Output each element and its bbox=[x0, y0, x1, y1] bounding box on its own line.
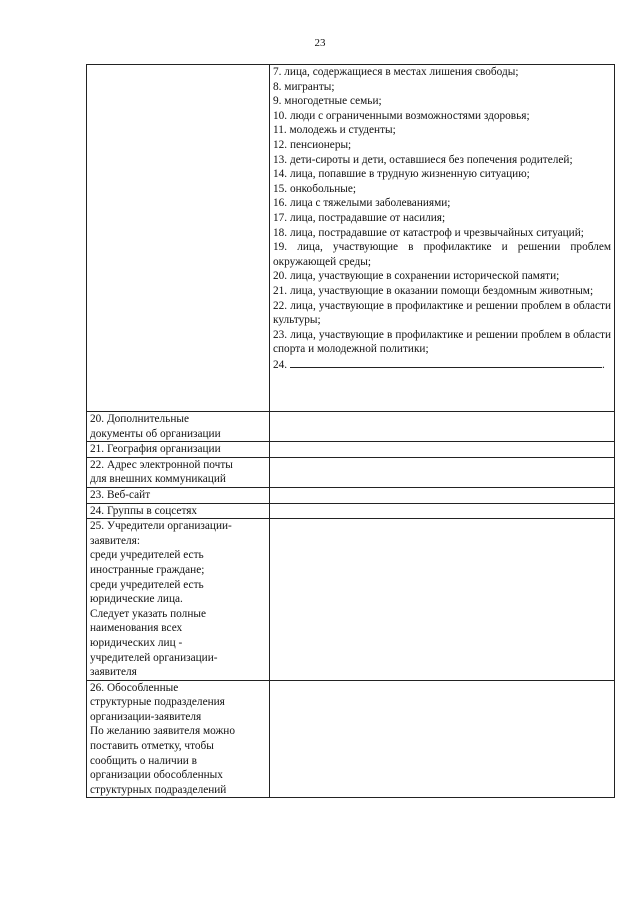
list-item-number: 24. bbox=[273, 358, 288, 371]
label-line: поставить отметку, чтобы bbox=[90, 740, 214, 753]
table-row-geography bbox=[87, 442, 615, 458]
list-item: 17. лица, пострадавшие от насилия; bbox=[273, 211, 446, 224]
label-line: юридические лица. bbox=[90, 593, 183, 606]
application-form-table bbox=[86, 64, 615, 798]
list-item: 12. пенсионеры; bbox=[273, 138, 352, 151]
list-item: 10. люди с ограниченными возможностями здоровья; bbox=[273, 109, 530, 122]
list-item: 16. лица с тяжелыми заболеваниями; bbox=[273, 197, 451, 210]
label-line: 25. Учредители организации- bbox=[90, 520, 232, 533]
label-line: юридических лиц - bbox=[90, 636, 183, 649]
list-item: 9. многодетные семьи; bbox=[273, 95, 382, 108]
list-item: 19. лица, участвующие в профилактике и решении проблем окружающей среды; bbox=[273, 241, 611, 268]
list-item: 8. мигранты; bbox=[273, 80, 335, 93]
label-line: 22. Адрес электронной почты bbox=[90, 458, 233, 471]
list-item: 11. молодежь и студенты; bbox=[273, 124, 396, 137]
empty-label-cell bbox=[87, 65, 270, 412]
target-groups-list-cell bbox=[270, 65, 615, 412]
blank-fill-line[interactable] bbox=[290, 357, 602, 368]
geography-field[interactable] bbox=[270, 442, 615, 458]
list-item: 23. лица, участвующие в профилактике и решении проблем в области спорта и молодежной политики; bbox=[273, 328, 611, 356]
row-label bbox=[87, 412, 270, 442]
row-label bbox=[87, 442, 270, 458]
structural-subdivisions-field[interactable] bbox=[270, 680, 615, 798]
label-line: иностранные граждане; bbox=[90, 563, 205, 576]
list-item: 21. лица, участвующие в оказании помощи бездомным животным; bbox=[273, 284, 594, 297]
table-row-additional-documents bbox=[87, 412, 615, 442]
list-item: 22. лица, участвующие в профилактике и решении проблем в области культуры; bbox=[273, 299, 611, 327]
row-label bbox=[87, 457, 270, 487]
social-groups-field[interactable] bbox=[270, 503, 615, 519]
label-line: 23. Веб-сайт bbox=[90, 488, 151, 501]
additional-documents-field[interactable] bbox=[270, 412, 615, 442]
label-line: 21. География организации bbox=[90, 443, 221, 456]
list-item: 13. дети-сироты и дети, оставшиеся без попечения родителей; bbox=[273, 153, 573, 166]
label-line: заявителя bbox=[90, 666, 137, 679]
label-line: По желанию заявителя можно bbox=[90, 725, 235, 738]
list-item: 18. лица, пострадавшие от катастроф и чрезвычайных ситуаций; bbox=[273, 226, 584, 239]
label-line: заявителя: bbox=[90, 534, 140, 547]
list-item: 15. онкобольные; bbox=[273, 182, 357, 195]
label-line: 26. Обособленные bbox=[90, 681, 179, 694]
table-row-structural-subdivisions bbox=[87, 680, 615, 798]
website-field[interactable] bbox=[270, 487, 615, 503]
table-row-email bbox=[87, 457, 615, 487]
founders-field[interactable] bbox=[270, 519, 615, 681]
table-row-founders bbox=[87, 519, 615, 681]
label-line: среди учредителей есть bbox=[90, 549, 204, 562]
list-item-other-blank bbox=[273, 357, 611, 373]
label-line: сообщить о наличии в bbox=[90, 754, 197, 767]
table-row-social-groups bbox=[87, 503, 615, 519]
row-label bbox=[87, 519, 270, 681]
row-label bbox=[87, 503, 270, 519]
label-line: документы об организации bbox=[90, 427, 221, 440]
label-line: структурных подразделений bbox=[90, 783, 227, 796]
label-line: среди учредителей есть bbox=[90, 578, 204, 591]
email-field[interactable] bbox=[270, 457, 615, 487]
page-number: 23 bbox=[314, 37, 326, 49]
label-line: 20. Дополнительные bbox=[90, 413, 189, 425]
label-line: организации обособленных bbox=[90, 769, 223, 782]
label-line: организации-заявителя bbox=[90, 710, 202, 723]
table-row-target-groups-continued bbox=[87, 65, 615, 412]
list-item: 14. лица, попавшие в трудную жизненную ситуацию; bbox=[273, 168, 530, 181]
label-line: структурные подразделения bbox=[90, 696, 225, 709]
label-line: учредителей организации- bbox=[90, 651, 218, 664]
label-line: Следует указать полные bbox=[90, 607, 206, 620]
label-line: для внешних коммуникаций bbox=[90, 473, 226, 486]
list-item: 20. лица, участвующие в сохранении исторической памяти; bbox=[273, 270, 560, 283]
row-label bbox=[87, 487, 270, 503]
label-line: 24. Группы в соцсетях bbox=[90, 504, 198, 517]
list-item: 7. лица, содержащиеся в местах лишения свободы; bbox=[273, 66, 519, 78]
list-item-end: . bbox=[601, 358, 605, 371]
label-line: наименования всех bbox=[90, 622, 183, 635]
table-row-website bbox=[87, 487, 615, 503]
row-label bbox=[87, 680, 270, 798]
